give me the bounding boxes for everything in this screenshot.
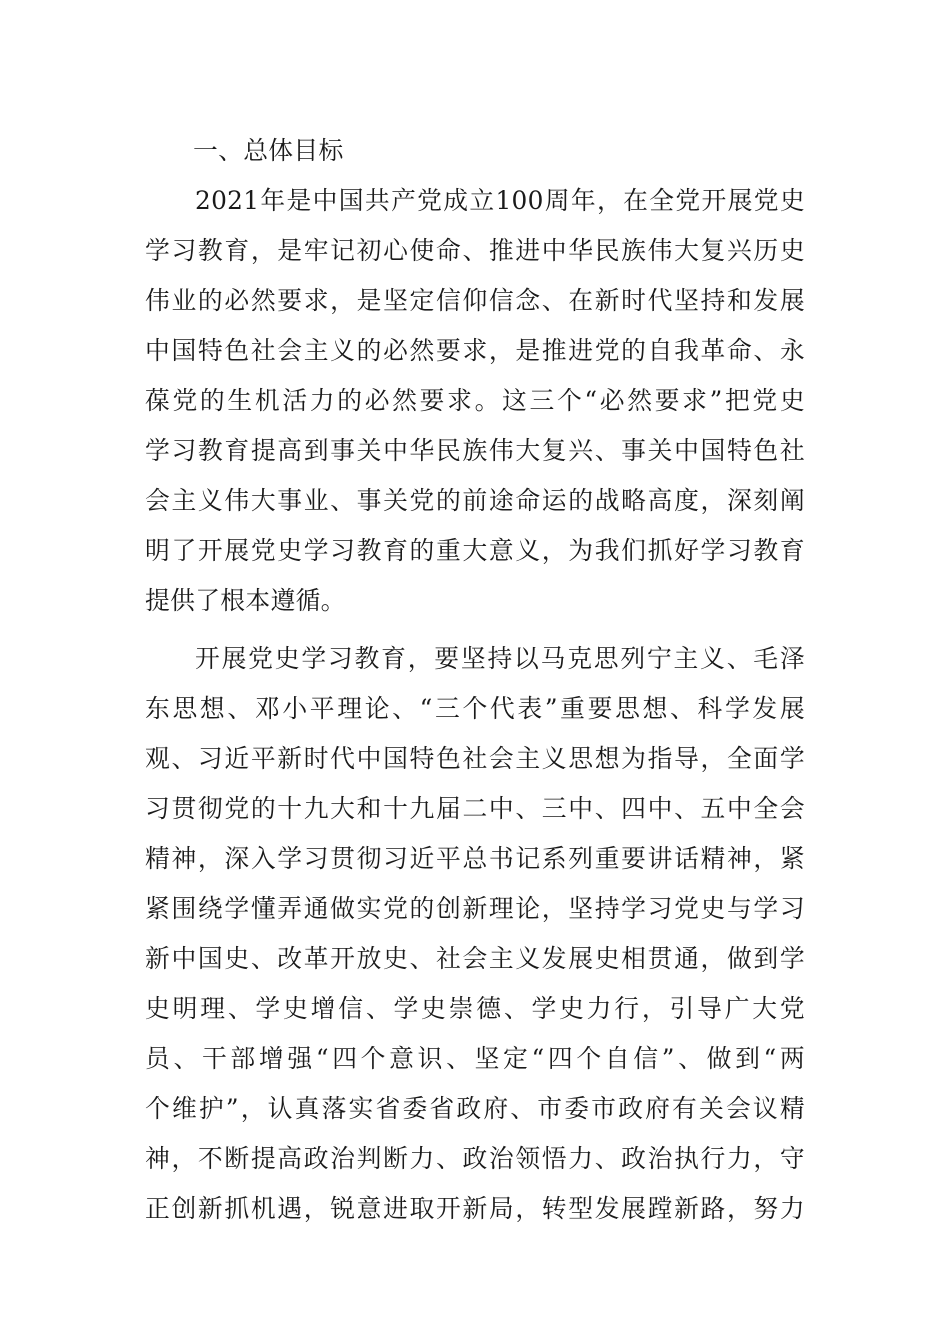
paragraph-line: 东思想、邓小平理论、“三个代表”重要思想、科学发展 (145, 694, 805, 723)
paragraph-line: 2021年是中国共产党成立100周年，在全党开展党史 (195, 186, 805, 215)
paragraph-line: 学习教育提高到事关中华民族伟大复兴、事关中国特色社 (145, 436, 805, 465)
section-heading: 一、总体目标 (193, 136, 344, 165)
paragraph-line: 正创新抓机遇，锐意进取开新局，转型发展蹚新路，努力 (145, 1194, 805, 1223)
paragraph-line: 提供了根本遵循。 (145, 586, 346, 615)
paragraph-line: 学习教育，是牢记初心使命、推进中华民族伟大复兴历史 (145, 236, 805, 265)
paragraph-line: 员、干部增强“四个意识、坚定“四个自信”、做到“两 (145, 1044, 805, 1073)
paragraph-line: 神，不断提高政治判断力、政治领悟力、政治执行力，守 (145, 1144, 805, 1173)
paragraph-1 (145, 176, 805, 626)
paragraph-line: 紧围绕学懂弄通做实党的创新理论，坚持学习党史与学习 (145, 894, 805, 923)
paragraph-line: 伟业的必然要求，是坚定信仰信念、在新时代坚持和发展 (145, 286, 805, 315)
paragraph-line: 观、习近平新时代中国特色社会主义思想为指导，全面学 (145, 744, 805, 773)
paragraph-line: 习贯彻党的十九大和十九届二中、三中、四中、五中全会 (145, 794, 805, 823)
paragraph-line: 中国特色社会主义的必然要求，是推进党的自我革命、永 (145, 336, 805, 365)
paragraph-2 (145, 634, 805, 1234)
paragraph-line: 会主义伟大事业、事关党的前途命运的战略高度，深刻阐 (145, 486, 805, 515)
paragraph-line: 新中国史、改革开放史、社会主义发展史相贯通，做到学 (145, 944, 805, 973)
paragraph-line: 明了开展党史学习教育的重大意义，为我们抓好学习教育 (145, 536, 805, 565)
paragraph-line: 史明理、学史增信、学史崇德、学史力行，引导广大党 (145, 994, 805, 1023)
paragraph-line: 葆党的生机活力的必然要求。这三个“必然要求”把党史 (145, 386, 805, 415)
paragraph-line: 开展党史学习教育，要坚持以马克思列宁主义、毛泽 (195, 644, 805, 673)
paragraph-line: 个维护”，认真落实省委省政府、市委市政府有关会议精 (145, 1094, 805, 1123)
paragraph-line: 精神，深入学习贯彻习近平总书记系列重要讲话精神，紧 (145, 844, 805, 873)
